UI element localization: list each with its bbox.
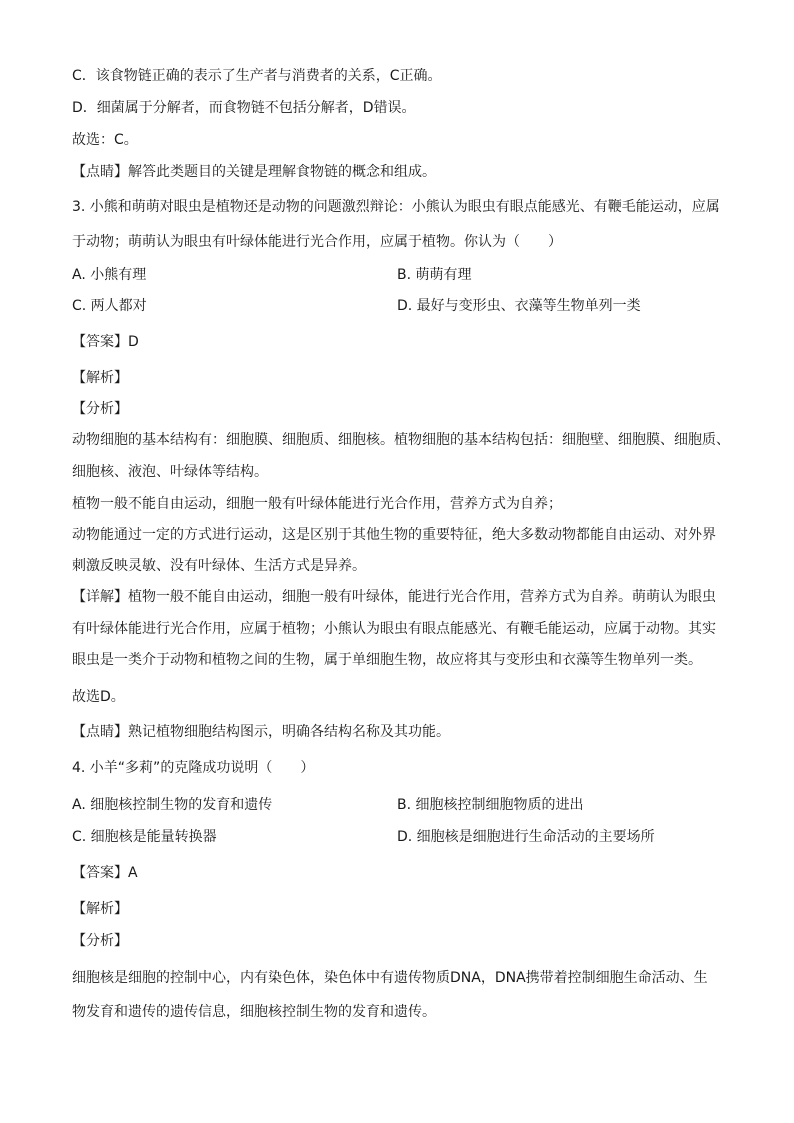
q3-fenxi-heading: 【分析】: [72, 401, 128, 417]
q3-analysis-line: 植物一般不能自由运动，细胞一般有叶绿体能进行光合作用，营养方式为自养；: [72, 496, 562, 512]
question-4-stem: 4. 小羊“多莉”的克隆成功说明（ ）: [72, 760, 315, 776]
q3-analysis-line: 动物能通过一定的方式进行运动，这是区别于其他生物的重要特征，绝大多数动物都能自由运动、对外界: [72, 527, 716, 543]
q3-choice: 故选D。: [72, 689, 125, 705]
option-c-explanation: C．该食物链正确的表示了生产者与消费者的关系，C正确。: [72, 68, 442, 84]
q3-analysis-line: 细胞核、液泡、叶绿体等结构。: [72, 464, 268, 480]
q3-dianjing-note: 【点睛】熟记植物细胞结构图示，明确各结构名称及其功能。: [72, 724, 450, 740]
q3-analysis-line: 刺激反映灵敏、没有叶绿体、生活方式是异养。: [72, 558, 366, 574]
q4-fenxi-heading: 【分析】: [72, 933, 128, 949]
q3-answer: 【答案】D: [72, 334, 139, 350]
q4-option-a: A. 细胞核控制生物的发育和遗传: [72, 797, 273, 813]
q3-detail-line: 有叶绿体能进行光合作用，应属于植物；小熊认为眼虫有眼点能感光、有鞭毛能运动，应属于动物。其实: [72, 621, 716, 637]
q4-jiexi-heading: 【解析】: [72, 901, 128, 917]
q3-analysis-line: 动物细胞的基本结构有：细胞膜、细胞质、细胞核。植物细胞的基本结构包括：细胞壁、细胞膜、细胞质、: [72, 432, 730, 448]
q3-option-d: D. 最好与变形虫、衣藻等生物单列一类: [397, 298, 641, 314]
question-3-stem-line-1: 3. 小熊和萌萌对眼虫是植物还是动物的问题激烈辩论：小熊认为眼虫有眼点能感光、有鞭毛能运动，应属: [72, 199, 720, 215]
q4-option-c: C. 细胞核是能量转换器: [72, 829, 217, 845]
q4-option-d: D. 细胞核是细胞进行生命活动的主要场所: [397, 829, 655, 845]
option-d-explanation: D．细菌属于分解者，而食物链不包括分解者，D错误。: [72, 100, 416, 116]
dianjing-note: 【点睛】解答此类题目的关键是理解食物链的概念和组成。: [72, 164, 436, 180]
choice-line: 故选：C。: [72, 132, 138, 148]
q3-option-b: B. 萌萌有理: [397, 267, 472, 283]
q4-answer: 【答案】A: [72, 865, 138, 881]
q4-analysis-line: 细胞核是细胞的控制中心，内有染色体，染色体中有遗传物质DNA，DNA携带着控制细胞生命活动、生: [72, 970, 708, 986]
q3-detail-line: 【详解】植物一般不能自由运动，细胞一般有叶绿体，能进行光合作用，营养方式为自养。萌萌认为眼虫: [72, 589, 716, 605]
q3-option-a: A. 小熊有理: [72, 267, 147, 283]
question-3-stem-line-2: 于动物；萌萌认为眼虫有叶绿体能进行光合作用，应属于植物。你认为（ ）: [72, 234, 562, 250]
q4-option-b: B. 细胞核控制细胞物质的进出: [397, 797, 584, 813]
q3-option-c: C. 两人都对: [72, 298, 147, 314]
q3-detail-line: 眼虫是一类介于动物和植物之间的生物，属于单细胞生物，故应将其与变形虫和衣藻等生物单列一类。: [72, 652, 702, 668]
q3-jiexi-heading: 【解析】: [72, 370, 128, 386]
q4-analysis-line: 物发育和遗传的遗传信息，细胞核控制生物的发育和遗传。: [72, 1004, 436, 1020]
